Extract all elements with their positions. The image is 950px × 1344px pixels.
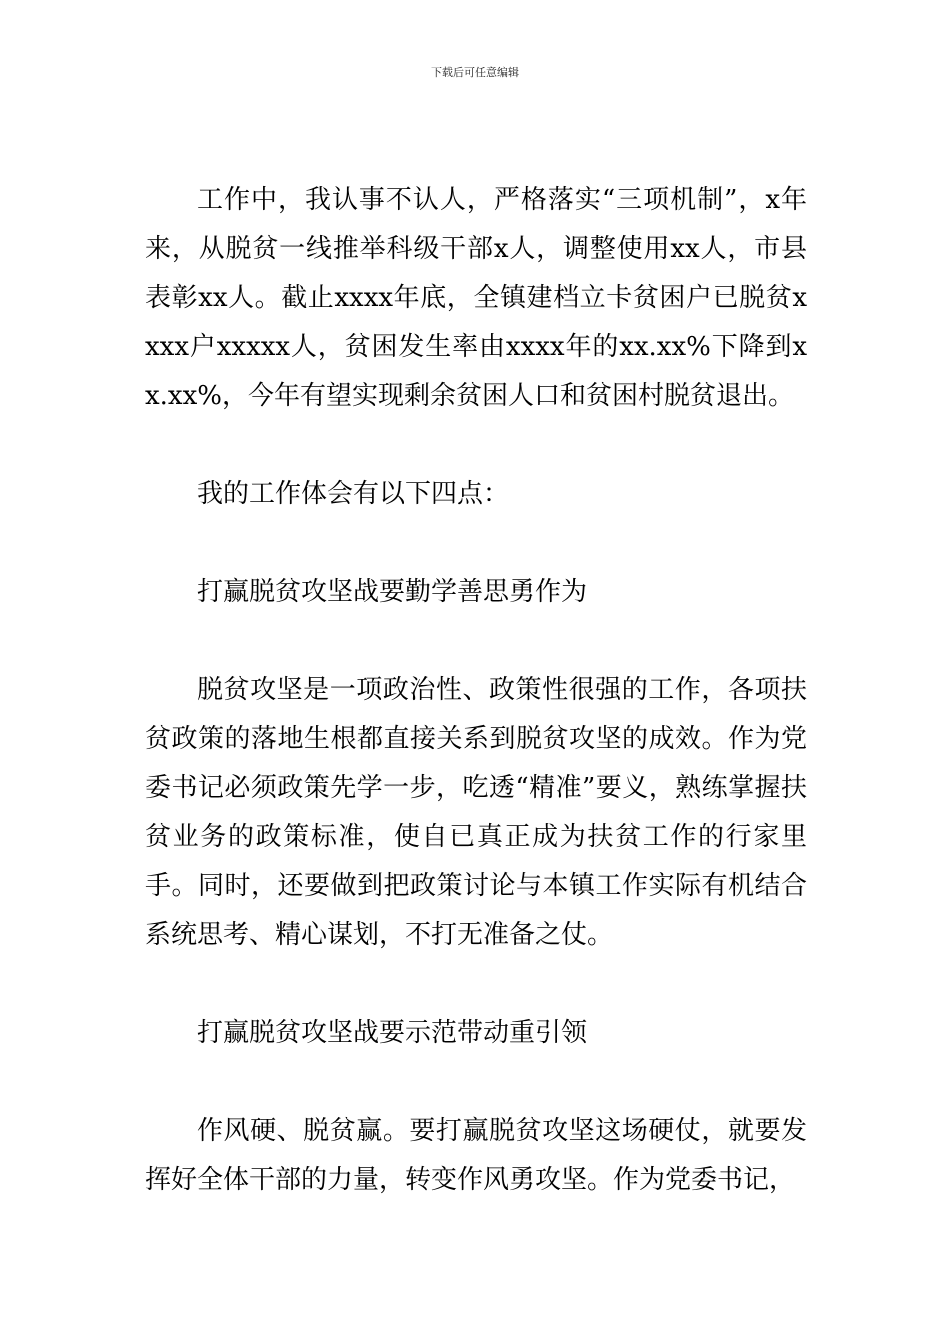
paragraph-work-results: 工作中，我认事不认人，严格落实“三项机制”，x年来，从脱贫一线推举科级干部x人，调整使用xx人，市县表彰xx人。截止xxxx年底，全镇建档立卡贫困户已脱贫xxxx户xxxxx人，贫困发生率由xxxx年的xx.xx%下降到xx.xx%，今年有望实现剩余贫困人口和贫困村脱贫退出。 (145, 185, 807, 411)
paragraph-work-style: 作风硬、脱贫赢。要打赢脱贫攻坚这场硬仗，就要发挥好全体干部的力量，转变作风勇攻坚。作为党委书记， (145, 1116, 807, 1195)
paragraph-spacer (145, 421, 807, 470)
section-heading-leadership: 打赢脱贫攻坚战要示范带动重引领 (197, 1018, 588, 1048)
section-heading-study: 打赢脱贫攻坚战要勤学善思勇作为 (197, 577, 588, 607)
paragraph-policy-study: 脱贫攻坚是一项政治性、政策性很强的工作，各项扶贫政策的落地生根都直接关系到脱贫攻坚的成效。作为党委书记必须政策先学一步，吃透“精准”要义，熟练掌握扶贫业务的政策标准，使自已真正成为扶贫工作的行家里手。同时，还要做到把政策讨论与本镇工作实际有机结合系统思考、精心谋划，不打无准备之仗。 (145, 675, 807, 950)
document-body (145, 176, 807, 1205)
paragraph-spacer (145, 519, 807, 568)
paragraph-experience-intro: 我的工作体会有以下四点： (197, 479, 510, 509)
paragraph-spacer (145, 617, 807, 666)
page-header-note: 下载后可任意编辑 (431, 66, 519, 79)
paragraph-spacer (145, 960, 807, 1009)
paragraph-spacer (145, 1058, 807, 1107)
